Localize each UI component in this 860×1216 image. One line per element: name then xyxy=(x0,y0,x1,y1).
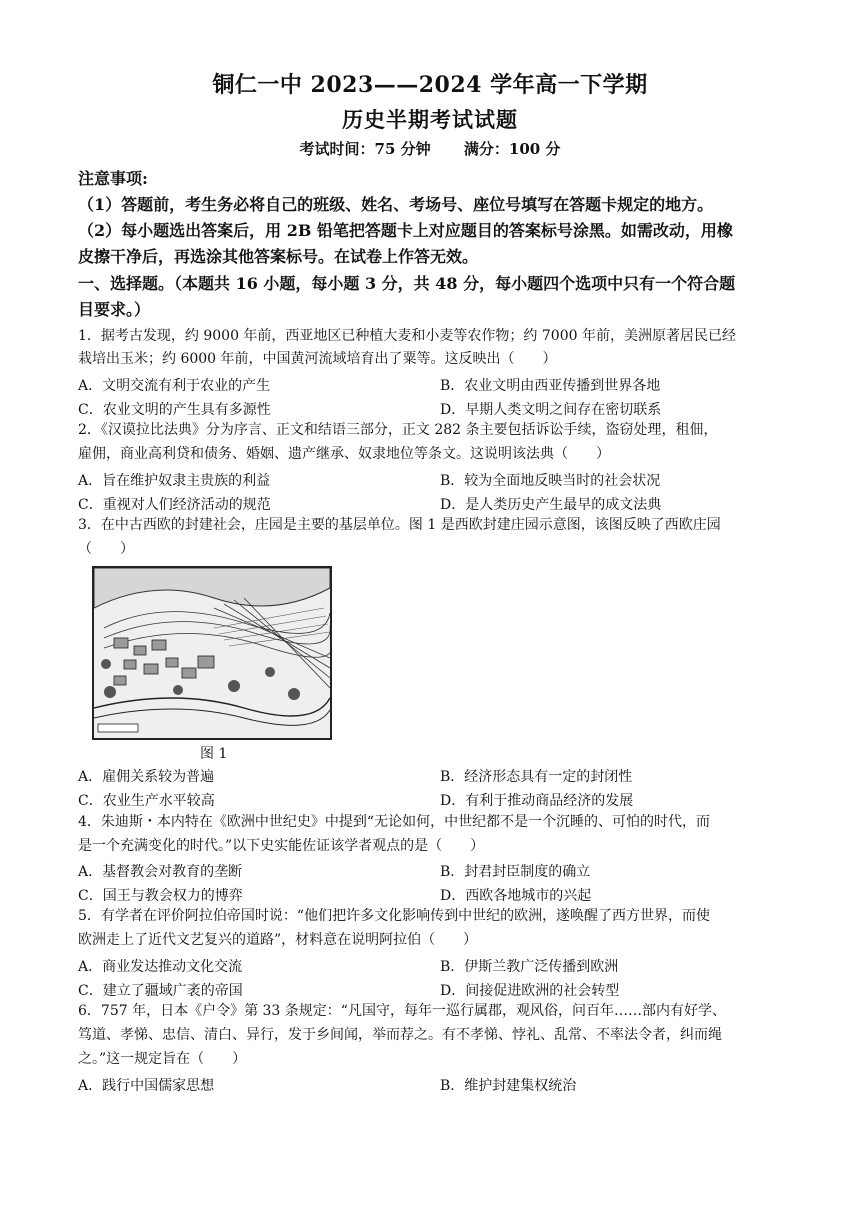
question-1-option-c: C．农业文明的产生具有多源性 xyxy=(78,402,271,418)
question-2-stem-line2: 雇佣，商业高利贷和债务、婚姻、遗产继承、奴隶地位等条文。这说明该法典（ ） xyxy=(78,446,610,462)
question-5-option-a: A．商业发达推动文化交流 xyxy=(78,959,243,975)
question-6-stem-line1: 6．757 年，日本《户令》第 33 条规定：“凡国守，每年一巡行属郡，观风俗，问百年……部内有好学、 xyxy=(78,1003,726,1019)
question-2-option-b: B．较为全面地反映当时的社会状况 xyxy=(440,473,661,489)
question-4-stem-line1: 4．朱迪斯・本内特在《欧洲中世纪史》中提到“无论如何，中世纪都不是一个沉睡的、可怕的时代，而 xyxy=(78,814,711,830)
question-3-stem-line2: （ ） xyxy=(78,541,134,557)
notice-item-2-line1: （2）每小题选出答案后，用 2B 铅笔把答题卡上对应题目的答案标号涂黑。如需改动，用橡 xyxy=(78,221,733,240)
section-heading-line2: 目要求。） xyxy=(78,300,151,319)
question-5-stem-line2: 欧洲走上了近代文艺复兴的道路”，材料意在说明阿拉伯（ ） xyxy=(78,932,478,948)
notice-item-1: （1）答题前，考生务必将自己的班级、姓名、考场号、座位号填写在答题卡规定的地方。 xyxy=(78,195,714,214)
question-3-option-c: C．农业生产水平较高 xyxy=(78,793,215,809)
question-2-option-d: D．是人类历史产生最早的成文法典 xyxy=(440,497,662,513)
figure-caption: 图 1 xyxy=(200,746,228,762)
notice-item-2-line2: 皮擦干净后，再选涂其他答案标号。在试卷上作答无效。 xyxy=(78,247,479,266)
question-2-option-c: C．重视对人们经济活动的规范 xyxy=(78,497,271,513)
question-1-option-b: B．农业文明由西亚传播到世界各地 xyxy=(440,378,661,394)
question-5-stem-line1: 5．有学者在评价阿拉伯帝国时说：“他们把许多文化影响传到中世纪的欧洲，遂唤醒了西方世界，而使 xyxy=(78,908,711,924)
question-3-option-b: B．经济形态具有一定的封闭性 xyxy=(440,769,633,785)
question-2-option-a: A．旨在维护奴隶主贵族的利益 xyxy=(78,473,271,489)
exam-meta xyxy=(0,138,860,159)
question-4-option-c: C．国王与教会权力的博弈 xyxy=(78,888,243,904)
full-score: 满分：100 分 xyxy=(463,140,561,158)
exam-time: 考试时间：75 分钟 xyxy=(299,140,431,158)
question-5-option-d: D．间接促进欧洲的社会转型 xyxy=(440,983,620,999)
manor-illustration xyxy=(92,566,332,740)
question-4-option-b: B．封君封臣制度的确立 xyxy=(440,864,591,880)
manor-map-drawing xyxy=(94,568,330,738)
question-1-option-a: A．文明交流有利于农业的产生 xyxy=(78,378,271,394)
exam-subtitle: 历史半期考试试题 xyxy=(342,107,518,132)
notice-heading: 注意事项: xyxy=(78,169,148,188)
question-4-stem-line2: 是一个充满变化的时代。”以下史实能佐证该学者观点的是（ ） xyxy=(78,838,485,854)
question-6-stem-line3: 之。”这一规定旨在（ ） xyxy=(78,1051,247,1067)
question-1-option-d: D．早期人类文明之间存在密切联系 xyxy=(440,402,662,418)
question-6-option-a: A．践行中国儒家思想 xyxy=(78,1078,215,1094)
question-3-option-a: A．雇佣关系较为普遍 xyxy=(78,769,215,785)
question-3-stem-line1: 3．在中古西欧的封建社会，庄园是主要的基层单位。图 1 是西欧封建庄园示意图，该图反映了西欧庄园 xyxy=(78,517,721,533)
section-heading-line1: 一、选择题。（本题共 16 小题，每小题 3 分，共 48 分，每小题四个选项中只有一个符合题 xyxy=(78,274,736,293)
question-5-option-b: B．伊斯兰教广泛传播到欧洲 xyxy=(440,959,619,975)
question-4-option-d: D．西欧各地城市的兴起 xyxy=(440,888,592,904)
question-6-option-b: B．维护封建集权统治 xyxy=(440,1078,577,1094)
question-6-stem-line2: 笃道、孝悌、忠信、清白、异行，发于乡间闻，举而荐之。有不孝悌、悖礼、乱常、不率法令者，纠而绳 xyxy=(78,1027,722,1043)
question-4-option-a: A．基督教会对教育的垄断 xyxy=(78,864,243,880)
question-5-option-c: C．建立了疆域广袤的帝国 xyxy=(78,983,243,999)
question-3-option-d: D．有利于推动商品经济的发展 xyxy=(440,793,634,809)
question-2-stem-line1: 2．《汉谟拉比法典》分为序言、正文和结语三部分，正文 282 条主要包括诉讼手续，盗窃处理，租佃， xyxy=(78,422,718,438)
question-1-stem-line2: 栽培出玉米；约 6000 年前，中国黄河流域培育出了粟等。这反映出（ ） xyxy=(78,351,557,367)
exam-title: 铜仁一中 2023——2024 学年高一下学期 xyxy=(212,72,648,98)
question-1-stem-line1: 1．据考古发现，约 9000 年前，西亚地区已种植大麦和小麦等农作物；约 7000 年前，美洲原著居民已经 xyxy=(78,328,736,344)
